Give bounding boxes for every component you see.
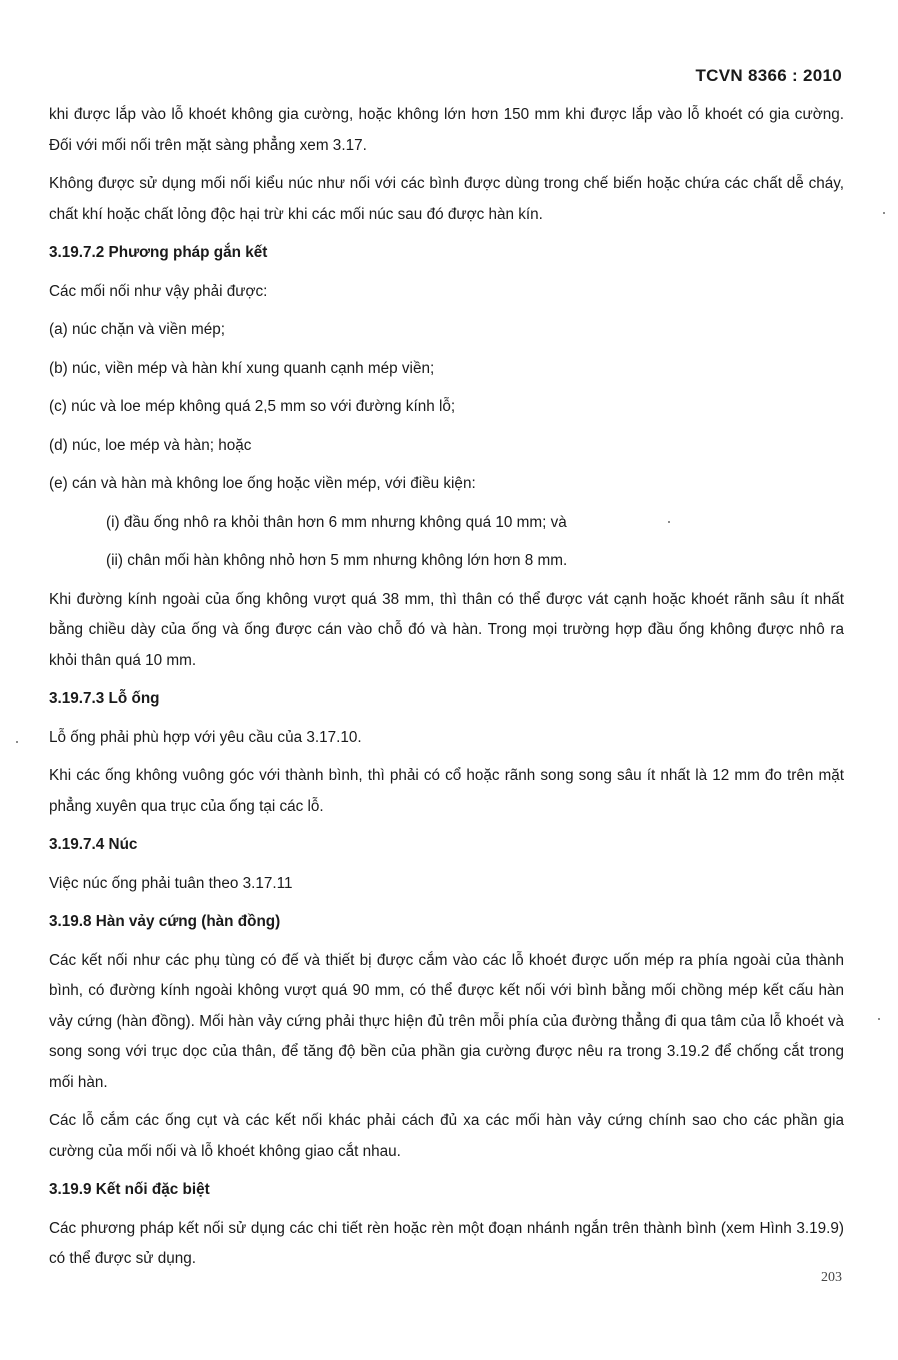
scan-speck: [883, 212, 885, 214]
paragraph-brazing: Các kết nối như các phụ tùng có đế và thiết bị được cắm vào các lỗ khoét được uốn mép ra phía ngoài của thành bình, có đường kính ngoài không vượt quá 90 mm, có thể được kết nối với bình bằng mối chồng mép kết cấu hàn vảy cứng (hàn đồng). Mối hàn vảy cứng phải thực hiện đủ trên mỗi phía của đường thẳng đi qua tâm của lỗ khoét và song song với trục dọc của thân, để tăng độ bền của phần gia cường được nêu ra trong 3.19.2 để chống cắt trong mối hàn.: [49, 951, 844, 1091]
scan-speck: [878, 1018, 880, 1020]
paragraph-special-connections: Các phương pháp kết nối sử dụng các chi tiết rèn hoặc rèn một đoạn nhánh ngắn trên thành bình (xem Hình 3.19.9) có thể được sử dụng.: [49, 1219, 844, 1267]
list-item-a: (a) núc chặn và viền mép;: [49, 321, 226, 338]
paragraph-restriction: Không được sử dụng mối nối kiểu núc như nối với các bình được dùng trong chế biến hoặc chứa các chất dễ cháy, chất khí hoặc chất lỏng độc hại trừ khi các mối núc sau đó được hàn kín.: [49, 175, 844, 223]
section-heading-3-19-7-3: 3.19.7.3 Lỗ ống: [49, 690, 160, 707]
paragraph-tube-hole: Lỗ ống phải phù hợp với yêu cầu của 3.17.10.: [49, 728, 362, 746]
paragraph-tube-angle: Khi các ống không vuông góc với thành bình, thì phải có cổ hoặc rãnh song song sâu ít nhất là 12 mm đo trên mặt phẳng xuyên qua trục của ống tại các lỗ.: [49, 767, 844, 815]
section-heading-3-19-7-4: 3.19.7.4 Núc: [49, 836, 138, 853]
list-subitem-i: (i) đầu ống nhô ra khỏi thân hơn 6 mm nhưng không quá 10 mm; và: [106, 513, 567, 531]
section-heading-3-19-8: 3.19.8 Hàn vảy cứng (hàn đồng): [49, 913, 281, 930]
section-heading-3-19-7-2: 3.19.7.2 Phương pháp gắn kết: [49, 244, 268, 261]
scan-speck: [16, 741, 18, 743]
list-subitem-ii: (ii) chân mối hàn không nhỏ hơn 5 mm nhưng không lớn hơn 8 mm.: [106, 552, 568, 569]
page-number: 203: [821, 1270, 842, 1285]
list-item-c: (c) núc và loe mép không quá 2,5 mm so với đường kính lỗ;: [49, 398, 456, 415]
standard-code-header: TCVN 8366 : 2010: [695, 66, 842, 85]
paragraph-intro-list: Các mối nối như vậy phải được:: [49, 282, 268, 300]
list-item-d: (d) núc, loe mép và hàn; hoặc: [49, 436, 252, 454]
list-item-e: (e) cán và hàn mà không loe ống hoặc viền mép, với điều kiện:: [49, 475, 476, 492]
scan-speck: [668, 521, 670, 523]
document-body: [49, 100, 844, 1283]
paragraph-brazing-spacing: Các lỗ cắm các ống cụt và các kết nối khác phải cách đủ xa các mối hàn vảy cứng chính sao cho các phần gia cường của mối nối và lỗ khoét không giao cắt nhau.: [49, 1112, 844, 1160]
section-heading-3-19-9: 3.19.9 Kết nối đặc biệt: [49, 1181, 210, 1198]
paragraph-continuation: khi được lắp vào lỗ khoét không gia cường, hoặc không lớn hơn 150 mm khi được lắp vào lỗ khoét có gia cường. Đối với mối nối trên mặt sàng phẳng xem 3.17.: [49, 106, 844, 154]
paragraph-expansion: Việc núc ống phải tuân theo 3.17.11: [49, 874, 293, 892]
list-item-b: (b) núc, viền mép và hàn khí xung quanh cạnh mép viền;: [49, 359, 435, 377]
paragraph-diameter: Khi đường kính ngoài của ống không vượt quá 38 mm, thì thân có thể được vát cạnh hoặc khoét rãnh sâu ít nhất bằng chiều dày của ống và ống được cán vào chỗ đó và hàn. Trong mọi trường hợp đầu ống không được nhô ra khỏi thân quá 10 mm.: [49, 590, 844, 669]
